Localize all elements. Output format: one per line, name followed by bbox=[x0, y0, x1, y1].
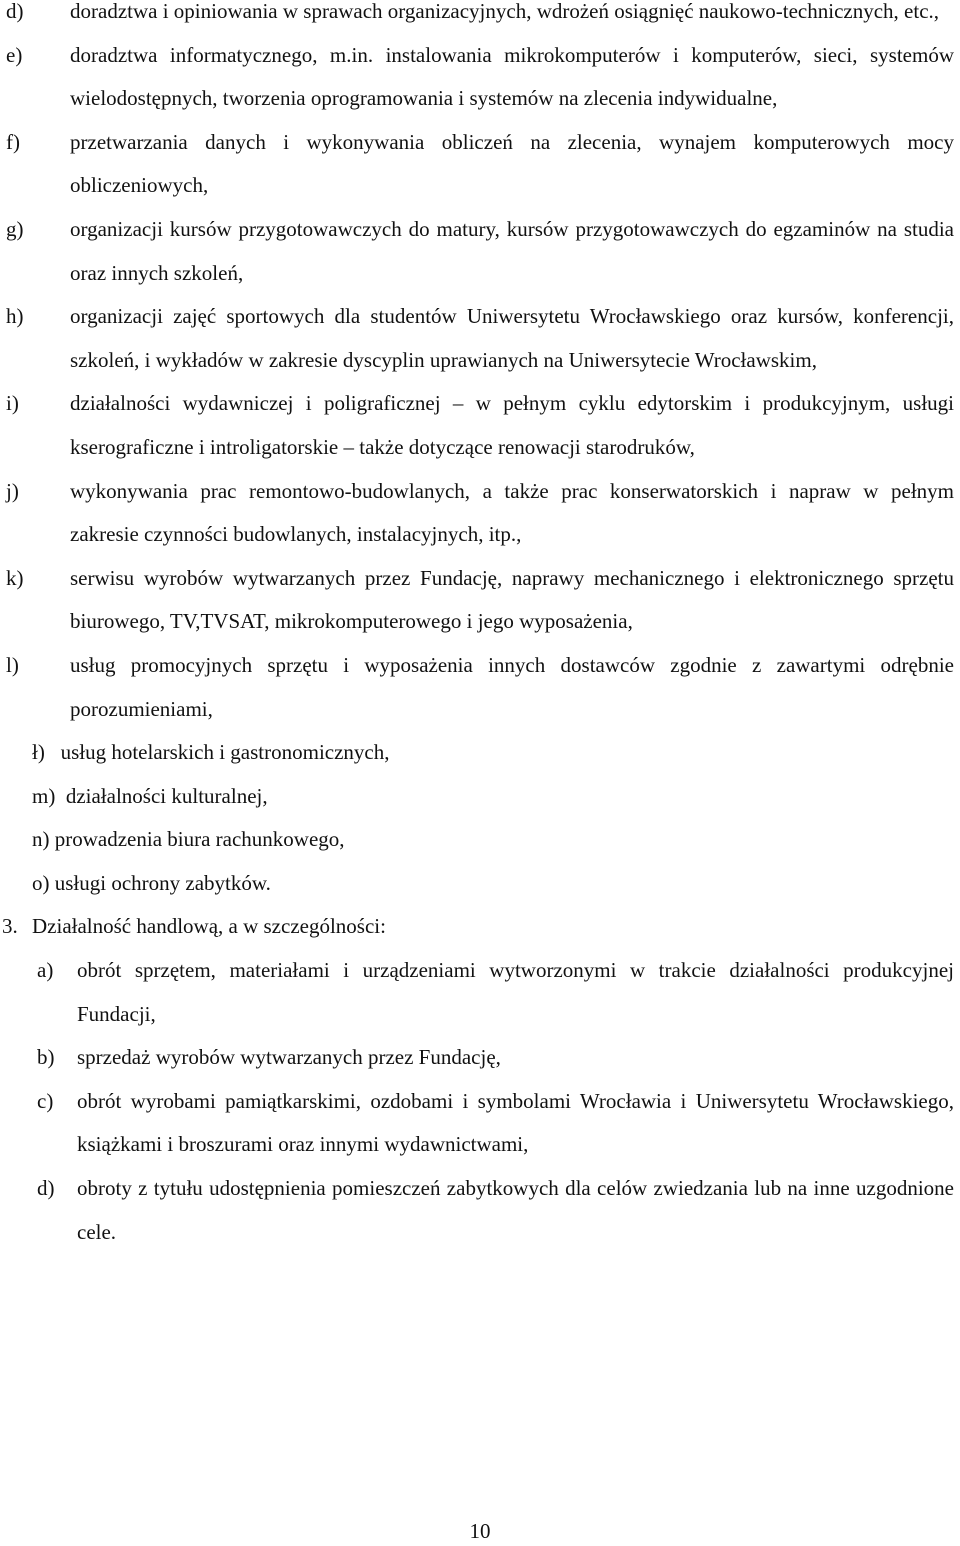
item-text: działalności wydawniczej i poligraficznej – w pełnym cyklu edytorskim i produkcyjnym, usługi kserograficzne i introligatorskie – także dotyczące renowacji starodruków, bbox=[70, 391, 954, 459]
list-item bbox=[0, 34, 960, 121]
list-item bbox=[0, 295, 960, 382]
list-item bbox=[0, 557, 960, 644]
item-label: g) bbox=[6, 216, 24, 241]
item-label: b) bbox=[37, 1045, 55, 1070]
item-label: ł) bbox=[32, 740, 45, 765]
item-text: usługi ochrony zabytków. bbox=[54, 870, 271, 895]
item-label: d) bbox=[37, 1176, 55, 1201]
item-text: wykonywania prac remontowo-budowlanych, a także prac konserwatorskich i napraw w pełnym zakresie czynności budowlanych, instalacyjnych, itp., bbox=[70, 478, 954, 547]
item-text: doradztwa informatycznego, m.in. instalowania mikrokomputerów i komputerów, sieci, systemów wielodostępnych, tworzenia oprogramowania i systemów na zlecenia indywidualne, bbox=[70, 42, 954, 111]
item-text: doradztwa i opiniowania w sprawach organizacyjnych, wdrożeń osiągnięć naukowo-technicznych, etc., bbox=[70, 0, 940, 23]
item-text: prowadzenia biura rachunkowego, bbox=[54, 827, 345, 852]
list-item bbox=[0, 1036, 960, 1080]
item-label: e) bbox=[6, 42, 23, 67]
list-item bbox=[0, 0, 960, 34]
item-label: a) bbox=[37, 958, 54, 983]
item-text: obrót sprzętem, materiałami i urządzeniami wytworzonymi w trakcie działalności produkcyjnej Fundacji, bbox=[77, 958, 954, 1026]
item-line bbox=[32, 818, 960, 862]
item-text: usług promocyjnych sprzętu i wyposażenia innych dostawców zgodnie z zawartymi odrębnie porozumieniami, bbox=[70, 652, 954, 721]
item-label: o) bbox=[32, 870, 50, 895]
item-label: m) bbox=[32, 783, 56, 808]
list-item bbox=[0, 208, 960, 295]
list-item bbox=[0, 818, 960, 862]
page-number: 10 bbox=[469, 1519, 491, 1543]
list-item bbox=[0, 862, 960, 906]
item-label: d) bbox=[6, 0, 24, 23]
list-item bbox=[0, 470, 960, 557]
item-text: serwisu wyrobów wytwarzanych przez Fundację, naprawy mechanicznego i elektronicznego sprzętu biurowego, TV,TVSAT, mikrokomputerowego i jego wyposażenia, bbox=[70, 565, 954, 634]
item-label: f) bbox=[6, 129, 20, 154]
item-text: obrót wyrobami pamiątkarskimi, ozdobami i symbolami Wrocławia i Uniwersytetu Wrocławskiego, książkami i broszurami oraz innymi wydawnictwami, bbox=[77, 1088, 954, 1157]
list-item bbox=[0, 121, 960, 208]
item-label: k) bbox=[6, 565, 24, 590]
section-title: Działalność handlową, a w szczególności: bbox=[32, 914, 386, 939]
section-heading bbox=[0, 905, 960, 949]
item-line bbox=[32, 862, 960, 906]
item-label: l) bbox=[6, 652, 19, 677]
list-item bbox=[0, 775, 960, 819]
item-text: sprzedaż wyrobów wytwarzanych przez Fundację, bbox=[77, 1045, 501, 1070]
item-line bbox=[32, 731, 960, 775]
item-text: usług hotelarskich i gastronomicznych, bbox=[60, 740, 390, 765]
item-text: obroty z tytułu udostępnienia pomieszczeń zabytkowych dla celów zwiedzania lub na inne uzgodnione cele. bbox=[77, 1176, 954, 1244]
item-text: organizacji kursów przygotowawczych do matury, kursów przygotowawczych do egzaminów na studia oraz innych szkoleń, bbox=[70, 216, 954, 285]
item-text: organizacji zajęć sportowych dla studentów Uniwersytetu Wrocławskiego oraz kursów, konferencji, szkoleń, i wykładów w zakresie dyscyplin uprawianych na Uniwersytecie Wrocławskim, bbox=[70, 304, 954, 372]
item-label: n) bbox=[32, 827, 50, 852]
item-label: j) bbox=[6, 478, 19, 503]
section-number: 3. bbox=[2, 914, 18, 939]
list-item bbox=[0, 1167, 960, 1254]
list-item bbox=[0, 731, 960, 775]
item-label: h) bbox=[6, 304, 24, 329]
item-label: i) bbox=[6, 391, 19, 416]
item-line bbox=[32, 775, 960, 819]
list-item bbox=[0, 1080, 960, 1167]
list-item bbox=[0, 949, 960, 1036]
item-text: działalności kulturalnej, bbox=[65, 783, 268, 808]
item-text: przetwarzania danych i wykonywania obliczeń na zlecenia, wynajem komputerowych mocy obliczeniowych, bbox=[70, 129, 954, 198]
list-item bbox=[0, 644, 960, 731]
item-label: c) bbox=[37, 1088, 54, 1113]
list-item bbox=[0, 382, 960, 469]
